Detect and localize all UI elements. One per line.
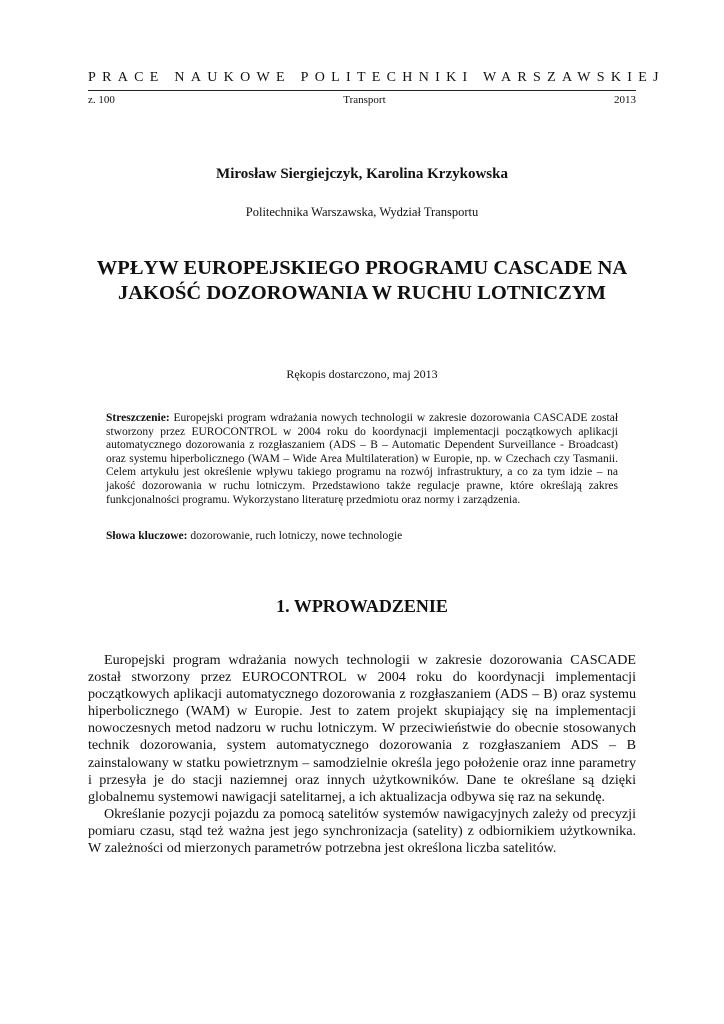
abstract [106,412,618,507]
section-heading: 1. WPROWADZENIE [276,596,448,616]
keywords [106,530,618,544]
publication-year: 2013 [614,94,636,106]
series-name: Transport [343,94,386,106]
section-body [88,652,636,857]
keywords-text: dozorowanie, ruch lotniczy, nowe technologie [190,530,403,542]
received-date: Rękopis dostarczono, maj 2013 [286,367,438,381]
volume-number: z. 100 [88,94,115,106]
authors: Mirosław Siergiejczyk, Karolina Krzykowska [216,166,508,182]
article-title: WPŁYW EUROPEJSKIEGO PROGRAMU CASCADE NA JAKOŚĆ DOZOROWANIA W RUCHU LOTNICZYM [96,257,628,304]
header-divider [88,90,636,91]
body-paragraph: Określanie pozycji pojazdu za pomocą satelitów systemów nawigacyjnych zależy od precyzji pomiaru czasu, stąd też ważna jest jego synchronizacja (satelity) z odbiornikiem użytkownika. W zależności od mierzonych parametrów potrzebna jest określona liczba satelitów. [88,805,636,857]
journal-running-title: PRACE NAUKOWE POLITECHNIKI WARSZAWSKIEJ [88,70,665,85]
body-paragraph: Europejski program wdrażania nowych technologii w zakresie dozorowania CASCADE został stworzony przez EUROCONTROL w 2004 roku do koordynacji implementacji początkowych aplikacji automatycznego dozorowania z rozgłaszaniem (ADS – B) oraz systemu hiperbolicznego (WAM) w Europie. Jest to zatem projekt skupiający się na implementacji nowoczesnych metod nadzoru w ruchu lotniczym. W przeciwieństwie do obecnie stosowanych technik dozorowania, system automatycznego dozorowania z rozgłaszaniem ADS – B zainstalowany w statku powietrznym – samodzielnie określa jego położenie oraz inne parametry i przesyła je do stacji naziemnej oraz innych użytkowników. Dane te określane są dzięki globalnemu systemowi nawigacji satelitarnej, a ich aktualizacja odbywa się raz na sekundę. [88,652,636,805]
keywords-label: Słowa kluczowe: [106,530,188,542]
issue-info-row [88,94,636,106]
abstract-text: Europejski program wdrażania nowych technologii w zakresie dozorowania CASCADE został stworzony przez EUROCONTROL w 2004 roku do koordynacji implementacji początkowych aplikacji automatycznego dozorowania z rozgłaszaniem (ADS – B – Automatic Dependent Surveillance - Broadcast) oraz systemu hiperbolicznego (WAM – Wide Area Multilateration) w Europie, np. w Czechach czy Tasmanii. Celem artykułu jest określenie wpływu takiego programu na rozwój infrastruktury, a co za tym idzie – na jakość dozorowania w ruchu lotniczym. Przedstawiono także regulacje prawne, które określają zakres funkcjonalności programu. Wykorzystano literaturę przedmiotu oraz normy i zarządzenia. [106,412,619,506]
affiliation: Politechnika Warszawska, Wydział Transportu [245,205,479,219]
abstract-label: Streszczenie: [106,412,170,424]
